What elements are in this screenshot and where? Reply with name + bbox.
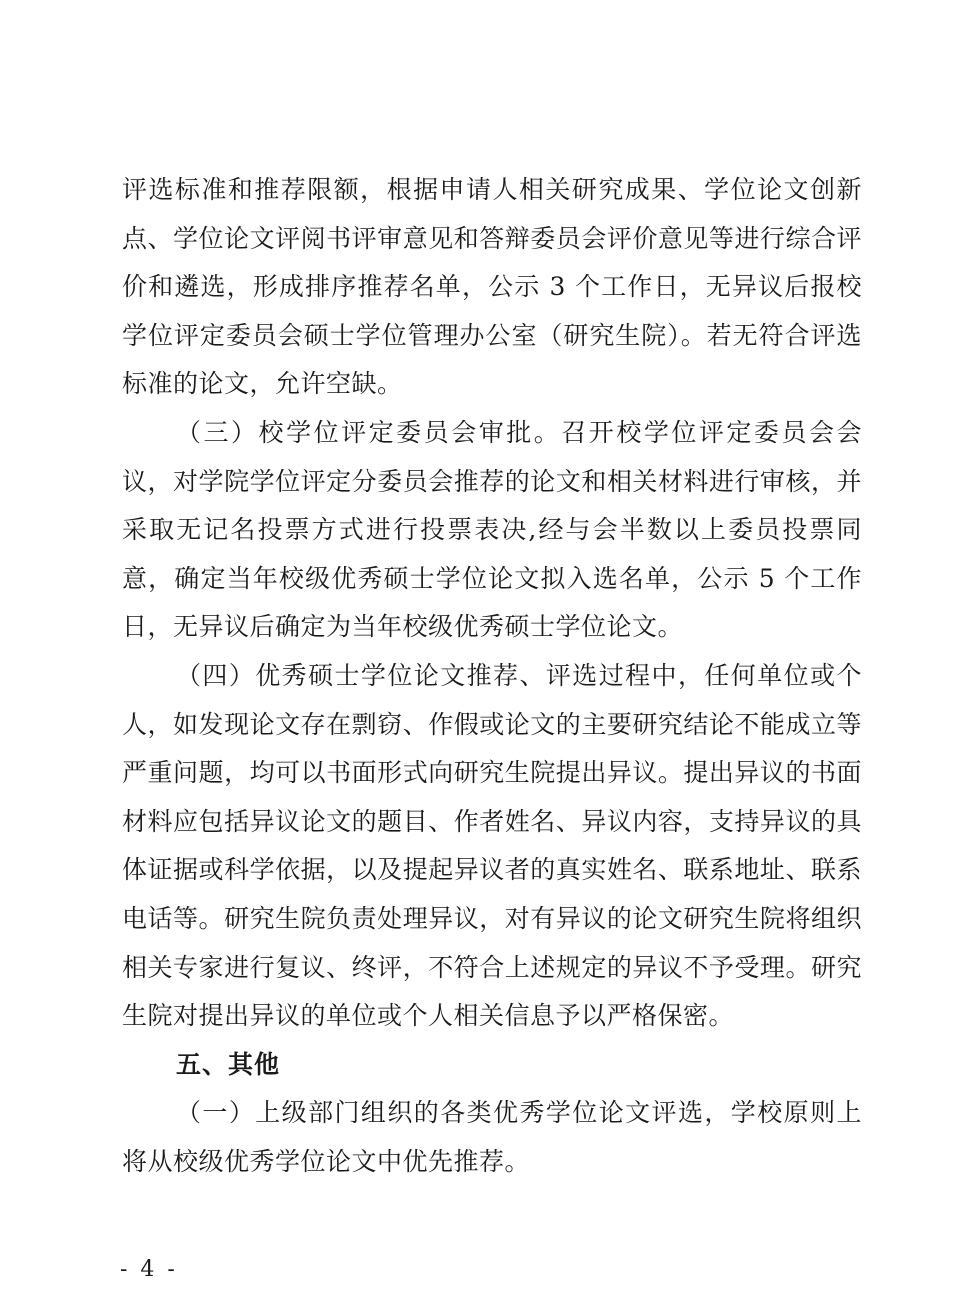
- paragraph-item-four: （四）优秀硕士学位论文推荐、评选过程中，任何单位或个人，如发现论文存在剽窃、作假或论文的主要研究结论不能成立等严重问题，均可以书面形式向研究生院提出异议。提出异议的书面材料应包括异议论文的题目、作者姓名、异议内容，支持异议的具体证据或科学依据，以及提起异议者的真实姓名、联系地址、联系电话等。研究生院负责处理异议，对有异议的论文研究生院将组织相关专家进行复议、终评，不符合上述规定的异议不予受理。研究生院对提出异议的单位或个人相关信息予以严格保密。: [122, 660, 862, 1031]
- paragraph-item-one: （一）上级部门组织的各类优秀学位论文评选，学校原则上将从校级优秀学位论文中优先推荐。: [122, 1098, 862, 1176]
- page-number: - 4 -: [120, 1257, 178, 1282]
- paragraph-item-three: （三）校学位评定委员会审批。召开校学位评定委员会会议，对学院学位评定分委员会推荐的论文和相关材料进行审核，并采取无记名投票方式进行投票表决,经与会半数以上委员投票同意，确定当年校级优秀硕士学位论文拟入选名单，公示 5 个工作日，无异议后确定为当年校级优秀硕士学位论文。: [122, 417, 862, 642]
- section-heading: 五、其他: [176, 1049, 281, 1079]
- document-body: [122, 166, 862, 1186]
- paragraph-continuation: 评选标准和推荐限额，根据申请人相关研究成果、学位论文创新点、学位论文评阅书评审意见和答辩委员会评价意见等进行综合评价和遴选，形成排序推荐名单，公示 3 个工作日，无异议后报校学位评定委员会硕士学位管理办公室（研究生院）。若无符合评选标准的论文，允许空缺。: [122, 175, 862, 399]
